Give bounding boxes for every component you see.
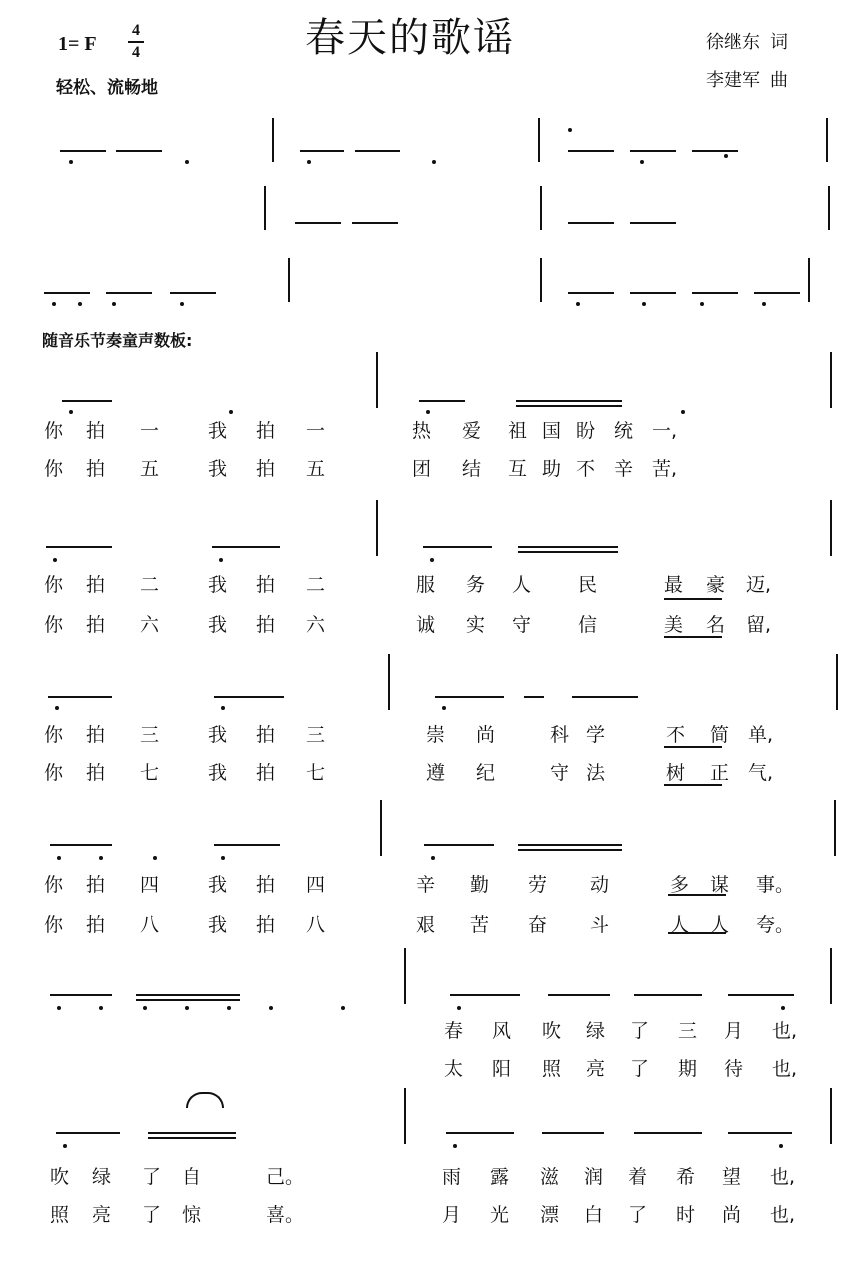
- lyric-char: 团: [412, 458, 432, 480]
- lyric-char: 劳: [528, 874, 548, 896]
- bar-line: [404, 948, 406, 1004]
- rhythm-underline: [435, 696, 504, 698]
- lyric-char: 多: [670, 874, 690, 896]
- lyric-char: 拍: [86, 762, 106, 784]
- lyric-char: 最: [664, 574, 684, 596]
- lyric-char: 我: [208, 458, 228, 480]
- rhythm-underline: [450, 994, 520, 996]
- lyric-char: 豪: [706, 574, 726, 596]
- rhythm-underline: [630, 222, 676, 224]
- lyric-char: 一: [140, 420, 160, 442]
- lyric-char: 苦: [470, 914, 490, 936]
- lyric-underline: [664, 746, 722, 748]
- lyric-char: 拍: [256, 724, 276, 746]
- lyric-char: 待: [724, 1058, 744, 1080]
- lyric-char: 希: [676, 1166, 696, 1188]
- credits: [706, 24, 788, 100]
- lyric-char: 拍: [86, 614, 106, 636]
- lyric-char: 绿: [92, 1166, 112, 1188]
- octave-dot: [57, 1006, 61, 1010]
- lyric-char: 诚: [416, 614, 436, 636]
- lyric-char: 亮: [92, 1204, 112, 1226]
- bar-line: [540, 258, 542, 302]
- rhythm-underline: [518, 551, 618, 553]
- lyric-char: 斗: [590, 914, 610, 936]
- rhythm-underline: [630, 150, 676, 152]
- rhythm-underline: [542, 1132, 604, 1134]
- octave-dot: [185, 160, 189, 164]
- rhythm-underline: [136, 999, 240, 1001]
- lyric-char: 人: [512, 574, 532, 596]
- lyric-char: 我: [208, 724, 228, 746]
- lyric-char: 守: [550, 762, 570, 784]
- lyric-char: 服: [416, 574, 436, 596]
- rhythm-underline: [295, 222, 341, 224]
- rhythm-underline: [568, 292, 614, 294]
- lyric-char: 拍: [256, 914, 276, 936]
- rhythm-underline: [692, 292, 738, 294]
- lyric-char: 六: [306, 614, 326, 636]
- octave-dot: [762, 302, 766, 306]
- rhythm-underline: [572, 696, 638, 698]
- octave-dot: [227, 1006, 231, 1010]
- bar-line: [388, 654, 390, 710]
- bar-line: [830, 1088, 832, 1144]
- lyric-char: 不: [576, 458, 596, 480]
- lyric-char: 太: [444, 1058, 464, 1080]
- rhythm-underline: [518, 849, 622, 851]
- lyric-char: 三: [678, 1020, 698, 1042]
- lyric-char: 我: [208, 874, 228, 896]
- rhythm-underline: [524, 696, 544, 698]
- lyric-char: 谋: [710, 874, 730, 896]
- tempo-marking: 轻松、流畅地: [56, 78, 158, 98]
- lyric-char: 人: [710, 914, 730, 936]
- octave-dot: [229, 410, 233, 414]
- lyric-char: 望: [722, 1166, 742, 1188]
- lyric-char: 二: [140, 574, 160, 596]
- octave-dot: [781, 1006, 785, 1010]
- lyricist-name: 徐继东: [706, 32, 760, 53]
- time-top: 4: [132, 22, 140, 39]
- lyric-char: 也,: [770, 1204, 796, 1226]
- octave-dot: [442, 706, 446, 710]
- lyric-char: 简: [710, 724, 730, 746]
- rhythm-underline: [516, 400, 622, 402]
- bar-line: [540, 186, 542, 230]
- lyric-char: 美: [664, 614, 684, 636]
- lyric-char: 也,: [772, 1020, 798, 1042]
- octave-dot: [185, 1006, 189, 1010]
- rhythm-underline: [50, 844, 112, 846]
- lyric-char: 拍: [86, 914, 106, 936]
- lyric-char: 人: [670, 914, 690, 936]
- lyric-underline: [664, 784, 722, 786]
- lyric-char: 不: [666, 724, 686, 746]
- octave-dot: [576, 302, 580, 306]
- rhythm-underline: [568, 150, 614, 152]
- key-signature: 1= F: [58, 33, 97, 55]
- lyric-char: 动: [590, 874, 610, 896]
- lyric-char: 也,: [770, 1166, 796, 1188]
- bar-line: [380, 800, 382, 856]
- octave-dot: [69, 410, 73, 414]
- rhythm-underline: [692, 150, 738, 152]
- lyric-char: 学: [586, 724, 606, 746]
- octave-dot: [642, 302, 646, 306]
- lyric-char: 月: [724, 1020, 744, 1042]
- octave-dot: [724, 154, 728, 158]
- lyric-char: 你: [44, 420, 64, 442]
- octave-dot: [681, 410, 685, 414]
- lyric-char: 气,: [748, 762, 774, 784]
- lyric-char: 祖: [508, 420, 528, 442]
- lyric-char: 时: [676, 1204, 696, 1226]
- lyric-char: 阳: [492, 1058, 512, 1080]
- rhythm-underline: [212, 546, 280, 548]
- lyric-char: 统: [614, 420, 634, 442]
- lyric-char: 了: [630, 1020, 650, 1042]
- rhythm-underline: [548, 994, 610, 996]
- lyric-char: 爱: [462, 420, 482, 442]
- lyric-char: 拍: [86, 724, 106, 746]
- lyric-char: 辛: [614, 458, 634, 480]
- rhythm-underline: [634, 1132, 702, 1134]
- lyric-char: 科: [550, 724, 570, 746]
- lyric-char: 你: [44, 762, 64, 784]
- rhythm-underline: [630, 292, 676, 294]
- bar-line: [836, 654, 838, 710]
- bar-line: [404, 1088, 406, 1144]
- lyric-char: 己。: [266, 1166, 305, 1188]
- lyric-char: 国: [542, 420, 562, 442]
- octave-dot: [78, 302, 82, 306]
- rhythm-underline: [214, 844, 280, 846]
- lyric-char: 白: [584, 1204, 604, 1226]
- rhythm-underline: [148, 1132, 236, 1134]
- lyric-char: 拍: [86, 420, 106, 442]
- octave-dot: [779, 1144, 783, 1148]
- lyric-char: 自: [182, 1166, 202, 1188]
- time-bottom: 4: [132, 44, 140, 61]
- rhythm-underline: [568, 222, 614, 224]
- lyric-char: 奋: [528, 914, 548, 936]
- lyric-char: 事。: [756, 874, 795, 896]
- lyric-char: 也,: [772, 1058, 798, 1080]
- lyric-char: 拍: [256, 574, 276, 596]
- lyric-char: 你: [44, 574, 64, 596]
- rhythm-underline: [419, 400, 465, 402]
- lyric-char: 结: [462, 458, 482, 480]
- lyric-char: 尚: [722, 1204, 742, 1226]
- lyric-char: 露: [490, 1166, 510, 1188]
- lyric-char: 尚: [476, 724, 496, 746]
- lyric-underline: [668, 932, 726, 934]
- lyric-char: 拍: [86, 874, 106, 896]
- lyric-char: 滋: [540, 1166, 560, 1188]
- lyric-char: 艰: [416, 914, 436, 936]
- rhythm-underline: [634, 994, 702, 996]
- lyric-char: 了: [142, 1204, 162, 1226]
- octave-dot: [307, 160, 311, 164]
- lyric-char: 守: [512, 614, 532, 636]
- bar-line: [826, 118, 828, 162]
- octave-dot: [99, 1006, 103, 1010]
- octave-dot: [568, 128, 572, 132]
- lyric-char: 我: [208, 762, 228, 784]
- bar-line: [376, 352, 378, 408]
- octave-dot: [431, 856, 435, 860]
- lyric-char: 互: [508, 458, 528, 480]
- lyric-char: 拍: [256, 614, 276, 636]
- lyric-char: 我: [208, 574, 228, 596]
- rhythm-underline: [60, 150, 106, 152]
- bar-line: [830, 500, 832, 556]
- lyric-char: 拍: [86, 574, 106, 596]
- lyric-char: 一: [306, 420, 326, 442]
- lyric-char: 实: [466, 614, 486, 636]
- composer-role: 曲: [770, 70, 788, 91]
- lyric-char: 你: [44, 458, 64, 480]
- octave-dot: [143, 1006, 147, 1010]
- lyric-char: 信: [578, 614, 598, 636]
- lyric-char: 你: [44, 614, 64, 636]
- octave-dot: [221, 706, 225, 710]
- bar-line: [808, 258, 810, 302]
- rhythm-underline: [44, 292, 90, 294]
- lyric-char: 润: [584, 1166, 604, 1188]
- rhythm-underline: [352, 222, 398, 224]
- lyric-char: 辛: [416, 874, 436, 896]
- octave-dot: [180, 302, 184, 306]
- rhythm-underline: [424, 844, 494, 846]
- octave-dot: [99, 856, 103, 860]
- lyric-char: 三: [306, 724, 326, 746]
- lyric-char: 光: [490, 1204, 510, 1226]
- octave-dot: [432, 160, 436, 164]
- composer-name: 李建军: [706, 70, 760, 91]
- lyric-char: 八: [306, 914, 326, 936]
- lyric-char: 你: [44, 724, 64, 746]
- lyricist-line: [706, 24, 788, 62]
- octave-dot: [269, 1006, 273, 1010]
- rhythm-underline: [423, 546, 492, 548]
- rhythm-underline: [136, 994, 240, 996]
- lyric-char: 留,: [746, 614, 772, 636]
- lyric-char: 着: [628, 1166, 648, 1188]
- octave-dot: [640, 160, 644, 164]
- lyric-char: 期: [678, 1058, 698, 1080]
- lyric-char: 七: [140, 762, 160, 784]
- lyric-char: 七: [306, 762, 326, 784]
- lyric-char: 吹: [542, 1020, 562, 1042]
- lyric-char: 迈,: [746, 574, 772, 596]
- lyric-char: 热: [412, 420, 432, 442]
- rhythm-underline: [48, 696, 112, 698]
- lyric-char: 五: [140, 458, 160, 480]
- lyric-underline: [664, 598, 722, 600]
- bar-line: [830, 352, 832, 408]
- bar-line: [376, 500, 378, 556]
- bar-line: [272, 118, 274, 162]
- lyric-char: 拍: [256, 762, 276, 784]
- lyric-char: 拍: [256, 420, 276, 442]
- lyric-char: 纪: [476, 762, 496, 784]
- lyric-char: 勤: [470, 874, 490, 896]
- lyric-char: 民: [578, 574, 598, 596]
- lyric-char: 你: [44, 914, 64, 936]
- rhythm-underline: [518, 546, 618, 548]
- octave-dot: [153, 856, 157, 860]
- time-divider: [128, 41, 144, 43]
- lyric-char: 二: [306, 574, 326, 596]
- lyric-underline: [668, 894, 726, 896]
- octave-dot: [221, 856, 225, 860]
- octave-dot: [57, 856, 61, 860]
- tie-arc: [186, 1092, 224, 1108]
- rhythm-underline: [728, 1132, 792, 1134]
- lyric-char: 法: [586, 762, 606, 784]
- lyric-char: 八: [140, 914, 160, 936]
- lyric-char: 了: [630, 1058, 650, 1080]
- lyric-char: 我: [208, 914, 228, 936]
- lyric-char: 惊: [182, 1204, 202, 1226]
- page-title: 春天的歌谣: [305, 15, 515, 61]
- time-signature: [128, 22, 144, 62]
- lyric-char: 照: [50, 1204, 70, 1226]
- lyric-char: 拍: [256, 874, 276, 896]
- lyric-char: 崇: [426, 724, 446, 746]
- lyric-char: 照: [542, 1058, 562, 1080]
- lyric-char: 务: [466, 574, 486, 596]
- octave-dot: [69, 160, 73, 164]
- lyricist-role: 词: [770, 32, 788, 53]
- lyric-char: 苦,: [652, 458, 678, 480]
- octave-dot: [700, 302, 704, 306]
- lyric-char: 你: [44, 874, 64, 896]
- lyric-char: 吹: [50, 1166, 70, 1188]
- lyric-char: 漂: [540, 1204, 560, 1226]
- rhythm-underline: [728, 994, 794, 996]
- composer-line: [706, 62, 788, 100]
- octave-dot: [63, 1144, 67, 1148]
- lyric-char: 盼: [576, 420, 596, 442]
- lyric-char: 四: [306, 874, 326, 896]
- lyric-char: 我: [208, 420, 228, 442]
- octave-dot: [55, 706, 59, 710]
- octave-dot: [53, 558, 57, 562]
- rhythm-underline: [116, 150, 162, 152]
- lyric-char: 一,: [652, 420, 678, 442]
- rhythm-underline: [62, 400, 112, 402]
- rhythm-underline: [300, 150, 344, 152]
- bar-line: [828, 186, 830, 230]
- lyric-char: 绿: [586, 1020, 606, 1042]
- lyric-char: 了: [142, 1166, 162, 1188]
- lyric-char: 风: [492, 1020, 512, 1042]
- lyric-char: 拍: [86, 458, 106, 480]
- lyric-underline: [664, 636, 722, 638]
- lyric-char: 六: [140, 614, 160, 636]
- rhythm-underline: [518, 844, 622, 846]
- rhythm-underline: [56, 1132, 120, 1134]
- lyric-char: 正: [710, 762, 730, 784]
- lyric-char: 我: [208, 614, 228, 636]
- rhythm-underline: [170, 292, 216, 294]
- bar-line: [830, 948, 832, 1004]
- lyric-char: 春: [444, 1020, 464, 1042]
- octave-dot: [426, 410, 430, 414]
- rhythm-underline: [355, 150, 400, 152]
- lyric-char: 雨: [442, 1166, 462, 1188]
- octave-dot: [112, 302, 116, 306]
- octave-dot: [219, 558, 223, 562]
- lyric-char: 遵: [426, 762, 446, 784]
- lyric-char: 四: [140, 874, 160, 896]
- rhythm-underline: [754, 292, 800, 294]
- lyric-char: 喜。: [266, 1204, 305, 1226]
- octave-dot: [52, 302, 56, 306]
- bar-line: [538, 118, 540, 162]
- octave-dot: [457, 1006, 461, 1010]
- bar-line: [288, 258, 290, 302]
- lyric-char: 夸。: [756, 914, 795, 936]
- lyric-char: 单,: [748, 724, 774, 746]
- lyric-char: 树: [666, 762, 686, 784]
- lyric-char: 月: [442, 1204, 462, 1226]
- rhythm-underline: [50, 994, 112, 996]
- rhythm-underline: [46, 546, 112, 548]
- bar-line: [264, 186, 266, 230]
- octave-dot: [430, 558, 434, 562]
- lyric-char: 助: [542, 458, 562, 480]
- octave-dot: [341, 1006, 345, 1010]
- lyric-char: 了: [628, 1204, 648, 1226]
- performance-instruction: 随音乐节奏童声数板:: [42, 331, 193, 350]
- octave-dot: [453, 1144, 457, 1148]
- rhythm-underline: [148, 1137, 236, 1139]
- rhythm-underline: [516, 405, 622, 407]
- rhythm-underline: [214, 696, 284, 698]
- bar-line: [834, 800, 836, 856]
- lyric-char: 亮: [586, 1058, 606, 1080]
- rhythm-underline: [106, 292, 152, 294]
- lyric-char: 名: [706, 614, 726, 636]
- lyric-char: 三: [140, 724, 160, 746]
- lyric-char: 拍: [256, 458, 276, 480]
- rhythm-underline: [446, 1132, 514, 1134]
- lyric-char: 五: [306, 458, 326, 480]
